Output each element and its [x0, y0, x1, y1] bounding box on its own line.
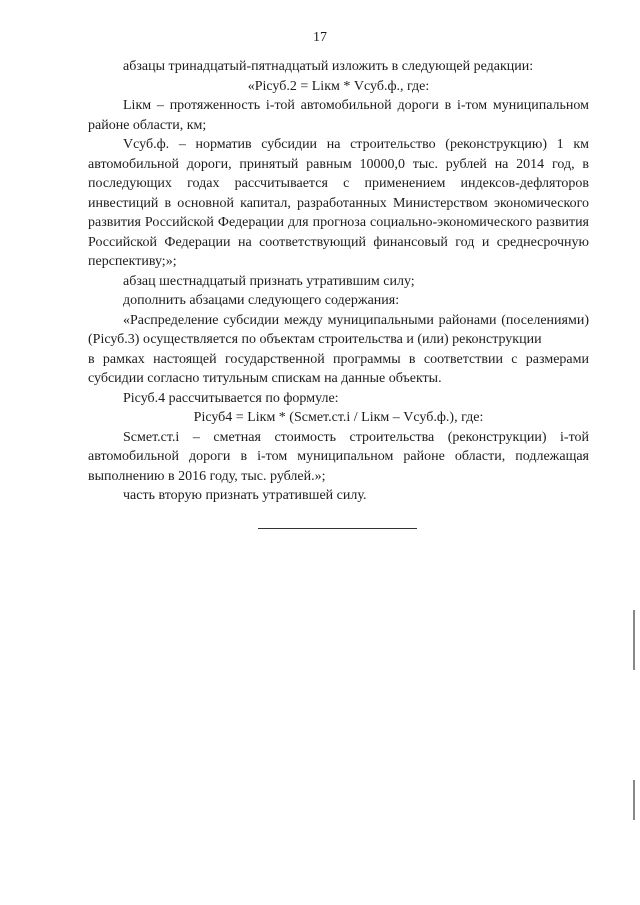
paragraph-instruction-1: абзацы тринадцатый-пятнадцатый изложить в следующей редакции: — [123, 59, 534, 74]
paragraph-definition-vsub: Vсуб.ф. – норматив субсидии на строительство (реконструкцию) 1 км автомобильной дороги, принятый равным 10000,0 тыс. рублей на 2014 год, в последующих годах рассчитывается с применением индексов-дефляторов инвестиций в основной капитал, разработанных Министерством экономического развития Российской Федерации для прогноза социально-экономического развития Российской Федерации на соответствующий финансовый год и среднесрочную перспективу;»; — [88, 137, 589, 269]
paragraph-definition-lkm: Liкм – протяженность i-той автомобильной дороги в i-том муниципальном районе области, км; — [88, 98, 589, 133]
paragraph-instruction-2: абзац шестнадцатый признать утратившим силу; — [123, 273, 415, 289]
paragraph-instruction-4: часть вторую признать утратившей силу. — [123, 488, 367, 503]
paragraph-definition-ssmet: Sсмет.ст.i – сметная стоимость строительства (реконструкции) i-той автомобильной дороги в i-том муниципальном районе области, подлежащая выполнению в 2016 году, тыс. рублей.»; — [88, 429, 589, 484]
paragraph-formula-intro: Piсуб.4 рассчитывается по формуле: — [123, 390, 339, 406]
formula-1: «Piсуб.2 = Liкм * Vсуб.ф., где: — [247, 78, 430, 94]
scan-edge-mark — [633, 610, 635, 670]
paragraph-distribution-2: в рамках настоящей государственной программы в соответствии с размерами субсидии согласно титульным спискам на данные объекты. — [88, 351, 589, 386]
formula-2: Piсуб4 = Liкм * (Sсмет.ст.i / Liкм – Vсуб.ф.), где: — [193, 410, 484, 425]
paragraph-distribution-1: «Распределение субсидии между муниципальными районами (поселениями) (Piсуб.3) осуществляется по объектам строительства и (или) реконструкции — [88, 312, 589, 347]
scan-edge-mark — [633, 780, 635, 820]
page-number: 17 — [313, 30, 327, 45]
paragraph-instruction-3: дополнить абзацами следующего содержания: — [123, 293, 400, 308]
document-body — [88, 57, 589, 506]
end-divider — [258, 528, 417, 529]
